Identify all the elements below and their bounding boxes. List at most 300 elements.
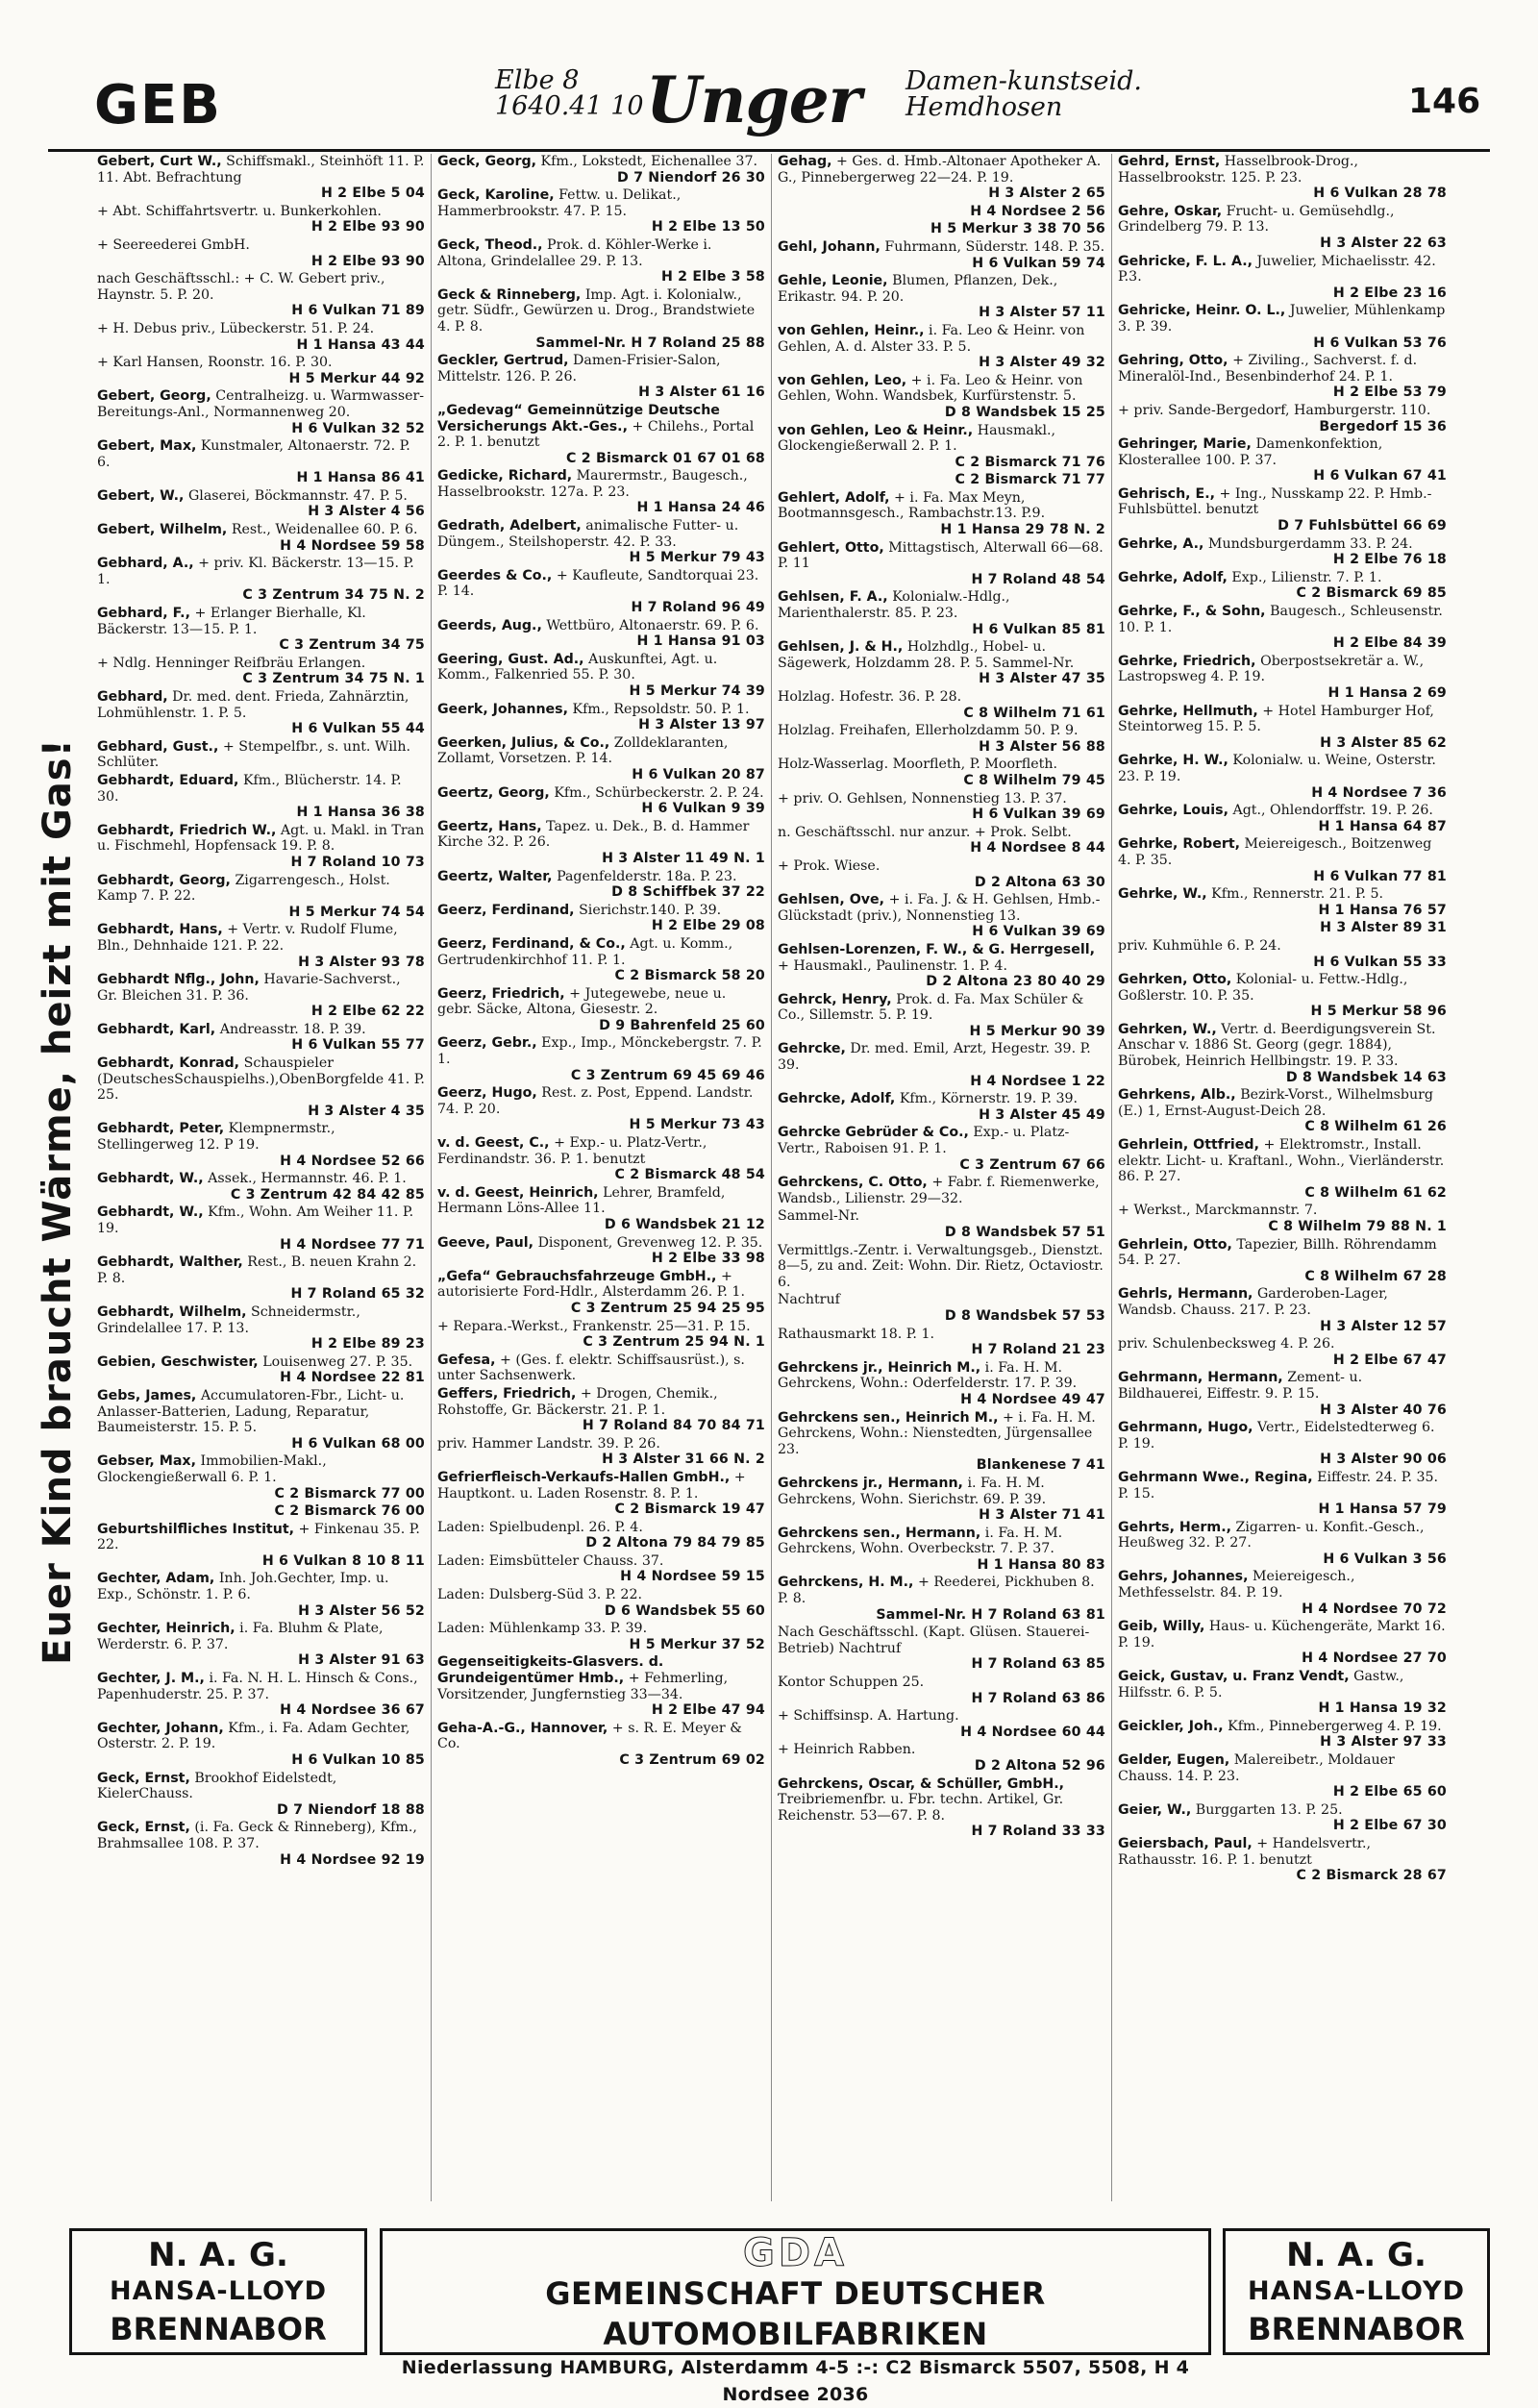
entry-name: Gebhardt, Walther,	[97, 1254, 243, 1271]
directory-entry	[97, 1503, 425, 1520]
footer-ad-left	[69, 2228, 367, 2355]
directory-entry	[97, 1121, 425, 1169]
entry-description: Assek., Hermannstr. 46. P. 1.	[208, 1171, 407, 1187]
directory-entry	[1118, 1802, 1447, 1834]
entry-phone: H 5 Merkur 3 38 70 56	[930, 221, 1105, 237]
entry-description: Vertr., Eidelstedterweg 6. P. 19.	[1118, 1420, 1435, 1452]
entry-description: Malereibetr., Moldauer Chauss. 14. P. 23.	[1118, 1752, 1395, 1784]
directory-entry	[97, 271, 425, 319]
entry-name: Gehricke, F. L. A.,	[1118, 253, 1253, 269]
entry-description: Exp.- u. Platz-Vertr., Raboisen 91. P. 1.	[778, 1125, 1070, 1157]
footer-ad-right	[1223, 2228, 1490, 2355]
entry-phone: H 3 Alster 93 78	[298, 954, 425, 970]
entry-name: Gehl, Johann,	[778, 238, 881, 255]
directory-entry	[778, 1776, 1105, 1840]
directory-entry	[437, 618, 765, 650]
directory-entry	[1118, 1619, 1447, 1667]
entry-name: Gehrckens jr., Heinrich M.,	[778, 1359, 981, 1376]
entry-name: Gebhardt, W.,	[97, 1171, 204, 1187]
directory-entry	[778, 1327, 1105, 1358]
directory-entry	[1118, 536, 1447, 568]
directory-entry	[97, 1354, 425, 1386]
entry-description: Laden: Mühlenkamp 33. P. 39.	[437, 1621, 648, 1637]
entry-name: Geckler, Gertrud,	[437, 353, 569, 369]
directory-entry	[97, 1304, 425, 1353]
entry-name: Geerz, Ferdinand, & Co.,	[437, 935, 626, 952]
entry-phone: H 2 Elbe 47 94	[651, 1702, 765, 1719]
entry-phone: H 3 Alster 2 65	[988, 186, 1105, 202]
directory-entry	[97, 488, 425, 520]
entry-description: Frucht- u. Gemüsehdlg., Grindelberg 79. P. 13.	[1118, 203, 1395, 236]
entry-name: Gehricke, Heinr. O. L.,	[1118, 303, 1286, 319]
entry-name: Gebhardt, Karl,	[97, 1021, 216, 1037]
entry-phone: H 1 Hansa 64 87	[1318, 818, 1447, 834]
entry-phone: H 7 Roland 63 86	[971, 1690, 1105, 1706]
directory-entry	[1118, 204, 1447, 252]
entry-phone: H 1 Hansa 29 78 N. 2	[940, 522, 1105, 538]
entry-description: + Werkst., Marckmannstr. 7.	[1118, 1203, 1318, 1219]
entry-description: Vermittlgs.-Zentr. i. Verwaltungsgeb., Dienstzt. 8—5, zu and. Zeit: Wohn. Dir. Rietz, Octaviostr. 6.	[778, 1242, 1104, 1290]
entry-name: Gehrke, W.,	[1118, 886, 1207, 903]
entry-name: Geerz, Gebr.,	[437, 1035, 537, 1052]
entry-description: Eiffestr. 24. P. 35. P. 15.	[1118, 1469, 1439, 1502]
directory-entry	[97, 388, 425, 436]
directory-entry	[778, 273, 1105, 321]
entry-description: Hasselbrook-Drog., Hasselbrookstr. 125. P. 23.	[1118, 154, 1358, 186]
directory-entry	[778, 1625, 1105, 1673]
entry-description: n. Geschäftsschl. nur anzur. + Prok. Selbt.	[778, 824, 1072, 840]
entry-phone: H 6 Vulkan 55 44	[291, 721, 425, 737]
entry-phone: H 1 Hansa 24 46	[636, 500, 765, 516]
entry-phone: H 7 Roland 33 33	[971, 1824, 1105, 1840]
entry-name: Gebert, Curt W.,	[97, 154, 222, 169]
entry-phone: H 6 Vulkan 9 39	[641, 801, 765, 817]
directory-entry	[437, 903, 765, 934]
entry-description: Mundsburgerdamm 33. P. 24.	[1207, 535, 1413, 552]
entry-name: Geertz, Georg,	[437, 784, 550, 801]
entry-description: Lehrer, Bramfeld, Hermann Löns-Allee 11.	[437, 1184, 726, 1217]
entry-phone: H 2 Elbe 33 98	[651, 1251, 765, 1267]
entry-name: Gebhardt, Peter,	[97, 1121, 225, 1137]
entry-description: Wettbüro, Altonaerstr. 69. P. 6.	[546, 617, 759, 633]
directory-entry	[97, 656, 425, 687]
entry-phone: C 2 Bismarck 71 77	[955, 472, 1105, 488]
entry-description: + Prok. Wiese.	[778, 857, 881, 874]
directory-entry	[1118, 920, 1447, 936]
directory-entry	[1118, 1203, 1447, 1234]
entry-description: + Fehmerling, Vorsitzender, Jungfernstieg 33—34.	[437, 1671, 729, 1702]
entry-description: + Repara.-Werkst., Frankenstr. 25—31. P. 15.	[437, 1318, 751, 1334]
directory-entry	[1118, 1286, 1447, 1334]
entry-phone: D 7 Niendorf 26 30	[616, 169, 765, 186]
entry-description: + Vertr. v. Rudolf Flume, Bln., Dehnhaide 121. P. 22.	[97, 922, 398, 954]
directory-entry	[1118, 486, 1447, 534]
entry-description: + Kaufleute, Sandtorquai 23. P. 14.	[437, 567, 759, 600]
entry-phone: D 2 Altona 79 84 79 85	[585, 1535, 765, 1552]
entry-phone: D 8 Wandsbek 15 25	[944, 404, 1105, 420]
entry-phone: H 3 Alster 31 66 N. 2	[602, 1452, 765, 1468]
directory-entry	[1118, 1237, 1447, 1285]
directory-entry	[1118, 753, 1447, 801]
footer-advertisement	[48, 2228, 1490, 2405]
entry-name: v. d. Geest, C.,	[437, 1135, 550, 1152]
entry-phone: C 8 Wilhelm 79 45	[963, 772, 1105, 788]
entry-description: + Jutegewebe, neue u. gebr. Säcke, Altona, Giesestr. 2.	[437, 985, 727, 1018]
entry-description: Dr. med. dent. Frieda, Zahnärztin, Lohmühlenstr. 1. P. 5.	[97, 689, 409, 721]
directory-entry	[97, 1388, 425, 1452]
directory-entry	[437, 1553, 765, 1585]
entry-phone: H 2 Elbe 93 90	[310, 219, 425, 236]
entry-description: i. Fa. Leo & Heinr. von Gehlen, A. d. Alster 33. P. 5.	[778, 322, 1085, 355]
entry-phone: H 3 Alster 4 56	[308, 504, 425, 520]
header-ad-brand: Unger	[646, 62, 861, 137]
entry-phone: H 6 Vulkan 68 00	[291, 1435, 425, 1452]
entry-name: Gehrts, Herm.,	[1118, 1519, 1231, 1535]
entry-description: Holzhdlg., Hobel- u. Sägewerk, Holzdamm 28. P. 5. Sammel-Nr.	[778, 639, 1075, 671]
directory-entry	[97, 1771, 425, 1819]
entry-phone: H 6 Vulkan 59 74	[972, 255, 1105, 271]
entry-description: + priv. Kl. Bäckerstr. 13—15. P. 1.	[97, 556, 414, 587]
entry-description: Meiereigesch., Boitzenweg 4. P. 35.	[1118, 836, 1432, 868]
entry-description: + Erlanger Bierhalle, Kl. Bäckerstr. 13—15. P. 1.	[97, 606, 366, 637]
entry-name: Gechter, Heinrich,	[97, 1621, 236, 1637]
entry-description: + Heinrich Rabben.	[778, 1742, 916, 1758]
entry-phone: D 7 Fuhlsbüttel 66 69	[1278, 518, 1447, 534]
entry-description: Damen-Frisier-Salon, Mittelstr. 126. P. 26.	[437, 353, 721, 385]
directory-entry	[778, 239, 1105, 271]
entry-phone: H 7 Roland 21 23	[971, 1342, 1105, 1358]
directory-entry	[97, 1820, 425, 1868]
entry-description: + H. Debus priv., Lübeckerstr. 51. P. 24.	[97, 320, 375, 336]
entry-phone: H 2 Elbe 62 22	[310, 1004, 425, 1020]
entry-phone: H 4 Nordsee 2 56	[970, 203, 1105, 219]
entry-description: Agt. u. Makl. in Tran u. Fischmehl, Hopfensack 19. P. 8.	[97, 822, 425, 855]
entry-description: Rest., Weidenallee 60. P. 6.	[231, 522, 418, 538]
entry-phone: H 5 Merkur 74 54	[288, 904, 425, 920]
directory-entry	[437, 1470, 765, 1518]
entry-phone: H 6 Vulkan 67 41	[1313, 468, 1447, 484]
header-ad-left-text: Elbe 8 1640.41 10	[495, 65, 644, 121]
directory-entry	[97, 922, 425, 970]
directory-entry	[1118, 604, 1447, 652]
entry-name: Geerk, Johannes,	[437, 701, 569, 717]
entry-description: + Seereederei GmbH.	[97, 236, 250, 253]
entry-description: Zigarrengesch., Holst. Kamp 7. P. 22.	[97, 872, 390, 905]
entry-name: Gebhardt Nflg., John,	[97, 972, 260, 988]
entry-name: Gehrke, Friedrich,	[1118, 653, 1256, 669]
entry-phone: C 2 Bismarck 58 20	[614, 968, 765, 984]
directory-entry	[778, 472, 1105, 488]
entry-phone: C 8 Wilhelm 71 61	[963, 705, 1105, 721]
entry-phone: H 4 Nordsee 49 47	[960, 1391, 1105, 1407]
entry-description: Imp. Agt. i. Kolonialw., getr. Südfr., Gewürzen u. Drog., Brandstwiete 4. P. 8.	[437, 286, 756, 335]
directory-entry	[437, 1386, 765, 1434]
entry-description: Kfm., Blücherstr. 14. P. 30.	[97, 772, 402, 805]
directory-entry	[437, 785, 765, 817]
directory-entry	[1118, 1569, 1447, 1617]
entry-phone: D 2 Altona 52 96	[974, 1758, 1105, 1774]
directory-entry	[437, 1185, 765, 1233]
entry-name: Gehrmann Wwe., Regina,	[1118, 1469, 1313, 1485]
directory-entry	[1118, 1520, 1447, 1568]
entry-phone: H 3 Alster 91 63	[298, 1652, 425, 1669]
entry-description: + s. R. E. Meyer & Co.	[437, 1720, 742, 1752]
entry-description: Haus- u. Küchengeräte, Markt 16. P. 19.	[1118, 1619, 1446, 1651]
directory-entry	[778, 689, 1105, 721]
entry-name: von Gehlen, Heinr.,	[778, 322, 925, 338]
entry-phone: H 2 Elbe 76 18	[1332, 552, 1447, 568]
entry-description: Kfm., Rennerstr. 21. P. 5.	[1211, 886, 1384, 903]
entry-phone: H 4 Nordsee 60 44	[960, 1724, 1105, 1740]
entry-description: + Ing., Nusskamp 22. P. Hmb.-Fuhlsbüttel. benutzt	[1118, 485, 1432, 518]
entry-phone: C 2 Bismarck 71 76	[955, 454, 1105, 470]
entry-description: Blumen, Pflanzen, Dek., Erikastr. 94. P. 20.	[778, 273, 1058, 305]
directory-entry	[437, 936, 765, 984]
directory-entry	[97, 1671, 425, 1719]
entry-phone: D 8 Wandsbek 57 51	[944, 1225, 1105, 1240]
entry-name: Gechter, J. M.,	[97, 1671, 205, 1687]
entry-phone: C 2 Bismarck 69 85	[1296, 585, 1447, 602]
entry-name: Geerz, Friedrich,	[437, 985, 565, 1002]
entry-description: Kfm., Repsoldstr. 50. P. 1.	[572, 701, 750, 717]
entry-description: + autorisierte Ford-Hdlr., Alsterdamm 26. P. 1.	[437, 1268, 745, 1301]
entry-description: Fettw. u. Delikat., Hammerbrookstr. 47. P. 15.	[437, 187, 682, 219]
entry-description: Kfm., Lokstedt, Eichenallee 37.	[540, 154, 757, 169]
entry-description: Exp., Lilienstr. 7. P. 1.	[1231, 569, 1382, 585]
entry-phone: H 6 Vulkan 28 78	[1313, 186, 1447, 202]
entry-description: + Fabr. f. Riemenwerke, Wandsb., Lilienstr. 29—32.	[778, 1175, 1100, 1206]
entry-name: Gehlsen, F. A.,	[778, 589, 888, 606]
entry-phone: H 6 Vulkan 20 87	[632, 766, 765, 782]
directory-entry	[778, 1243, 1105, 1291]
entry-name: Geib, Willy,	[1118, 1619, 1205, 1635]
header-ad-left	[495, 67, 644, 119]
gda-logo: GDA	[743, 2231, 848, 2275]
entry-phone: H 3 Alster 71 41	[979, 1507, 1105, 1524]
entry-phone: C 3 Zentrum 67 66	[959, 1156, 1105, 1173]
entry-description: + Drogen, Chemik., Rohstoffe, Gr. Bäckerstr. 21. P. 1.	[437, 1385, 718, 1418]
directory-entry	[97, 204, 425, 236]
entry-name: Gechter, Johann,	[97, 1720, 224, 1736]
directory-entry	[1118, 1470, 1447, 1518]
directory-entry	[97, 556, 425, 604]
directory-entry	[778, 1175, 1105, 1206]
entry-description: Burggarten 13. P. 25.	[1195, 1801, 1343, 1818]
entry-description: Garderoben-Lager, Wandsb. Chauss. 217. P. 23.	[1118, 1286, 1388, 1318]
entry-name: Geerken, Julius, & Co.,	[437, 734, 610, 751]
entry-phone: C 3 Zentrum 69 45 69 46	[570, 1067, 765, 1083]
entry-description: + Handelsvertr., Rathausstr. 16. P. 1. benutzt	[1118, 1835, 1372, 1868]
entry-name: Gehrcke Gebrüder & Co.,	[778, 1125, 969, 1141]
entry-phone: H 7 Roland 65 32	[290, 1286, 425, 1303]
directory-entry	[778, 1125, 1105, 1173]
entry-phone: H 3 Alster 49 32	[979, 355, 1105, 371]
entry-description: Hausmakl., Glockengießerwall 2. P. 1.	[778, 422, 1056, 455]
directory-entry	[1118, 154, 1447, 202]
entry-phone: C 2 Bismarck 76 00	[274, 1503, 425, 1520]
entry-phone: H 4 Nordsee 8 44	[970, 840, 1105, 856]
entry-name: Gefrierfleisch-Verkaufs-Hallen GmbH.,	[437, 1469, 731, 1485]
entry-description: Centralheizg. u. Warmwasser-Bereitungs-Anl., Normannenweg 20.	[97, 388, 425, 420]
directory-entry	[437, 1654, 765, 1718]
entry-name: Gehlsen, J. & H.,	[778, 639, 904, 656]
entry-phone: H 1 Hansa 76 57	[1318, 902, 1447, 918]
directory-entry	[778, 154, 1105, 202]
entry-phone: C 8 Wilhelm 61 26	[1304, 1119, 1447, 1135]
entry-phone: D 8 Wandsbek 57 53	[944, 1307, 1105, 1324]
entry-name: Geertz, Hans,	[437, 818, 542, 834]
directory-entry	[437, 1621, 765, 1652]
directory-entry	[437, 287, 765, 351]
footer-center-title: GEMEINSCHAFT DEUTSCHER AUTOMOBILFABRIKEN	[545, 2275, 1046, 2352]
directory-entry	[778, 791, 1105, 823]
entry-description: Kfm., Wohn. Am Weiher 11. P. 19.	[97, 1204, 414, 1236]
entry-phone: D 7 Niendorf 18 88	[276, 1801, 425, 1818]
entry-name: Gehrken, Otto,	[1118, 972, 1232, 988]
entry-phone: C 3 Zentrum 34 75	[279, 637, 425, 654]
entry-phone: H 3 Alster 40 76	[1320, 1402, 1447, 1418]
entry-phone: H 6 Vulkan 55 33	[1313, 954, 1447, 970]
entry-name: Gehrckens, C. Otto,	[778, 1175, 928, 1191]
directory-entry	[97, 522, 425, 554]
entry-description: + Schiffsinsp. A. Hartung.	[778, 1708, 959, 1725]
entry-description: Tapez. u. Dek., B. d. Hammer Kirche 32. P. 26.	[437, 818, 750, 851]
directory-column	[772, 154, 1112, 2201]
entry-phone: H 6 Vulkan 39 69	[972, 924, 1105, 940]
entry-description: + i. Fa. J. & H. Gehlsen, Hmb.-Glückstadt (priv.), Nonnenstieg 13.	[778, 892, 1101, 924]
entry-name: Geffers, Friedrich,	[437, 1385, 577, 1402]
directory-entry	[97, 237, 425, 269]
directory-entry	[437, 568, 765, 616]
entry-phone: H 4 Nordsee 1 22	[970, 1073, 1105, 1089]
entry-description: + priv. Sande-Bergedorf, Hamburgerstr. 110.	[1118, 402, 1431, 418]
directory-entry	[778, 221, 1105, 237]
entry-phone: D 8 Wandsbek 14 63	[1285, 1069, 1447, 1085]
entry-name: Geertz, Walter,	[437, 868, 553, 884]
entry-description: Kfm., i. Fa. Adam Gechter, Osterstr. 2. P. 19.	[97, 1720, 410, 1752]
directory-entry	[1118, 886, 1447, 918]
entry-phone: H 3 Alster 97 33	[1320, 1734, 1447, 1750]
entry-phone: Sammel-Nr. H 7 Roland 63 81	[876, 1606, 1105, 1623]
entry-description: Pagenfelderstr. 18a. P. 23.	[557, 868, 737, 884]
footer-right-line3: BRENNABOR	[1248, 2311, 1465, 2347]
entry-description: Vertr. d. Beerdigungsverein St. Anschar v. 1886 St. Georg (gegr. 1884), Bürobek, Heinrich Hellbingstr. 19. P. 33.	[1118, 1021, 1436, 1070]
entry-phone: H 5 Merkur 37 52	[629, 1636, 765, 1652]
entry-phone: H 6 Vulkan 77 81	[1313, 868, 1447, 884]
entry-phone: H 1 Hansa 57 79	[1318, 1502, 1447, 1518]
directory-entry	[437, 1235, 765, 1267]
entry-name: von Gehlen, Leo,	[778, 372, 907, 388]
entry-phone: H 5 Merkur 74 39	[629, 683, 765, 699]
entry-phone: H 7 Roland 48 54	[971, 571, 1105, 587]
entry-description: + Chilehs., Portal 2. P. 1. benutzt	[437, 418, 755, 451]
entry-phone: H 3 Alster 61 16	[638, 385, 765, 401]
directory-entry	[778, 1476, 1105, 1524]
entry-description: Exp., Imp., Mönckebergstr. 7. P. 1.	[437, 1035, 762, 1068]
directory-entry	[1118, 303, 1447, 351]
directory-entry	[1118, 836, 1447, 884]
entry-description: Klempnermstr., Stellingerweg 12. P 19.	[97, 1121, 335, 1154]
footer-right-line1: N. A. G.	[1286, 2236, 1426, 2274]
entry-phone: H 2 Elbe 5 04	[320, 186, 425, 202]
entry-name: Gehrisch, E.,	[1118, 485, 1215, 502]
directory-entry	[437, 353, 765, 401]
entry-description: nach Geschäftsschl.: + C. W. Gebert priv., Haynstr. 5. P. 20.	[97, 271, 385, 303]
directory-entry	[437, 1520, 765, 1552]
directory-entry	[437, 187, 765, 236]
entry-description: Zolldeklaranten, Zollamt, Vorsetzen. P. 14.	[437, 734, 729, 767]
entry-phone: C 3 Zentrum 25 94 25 95	[570, 1300, 765, 1316]
directory-entry	[437, 1035, 765, 1083]
entry-phone: H 4 Nordsee 77 71	[280, 1236, 425, 1253]
directory-entry	[1118, 1669, 1447, 1717]
entry-name: Gebert, Wilhelm,	[97, 522, 228, 538]
entry-description: Zement- u. Bildhauerei, Eiffestr. 9. P. 15.	[1118, 1370, 1363, 1402]
entry-name: Gebert, Max,	[97, 438, 197, 455]
entry-phone: C 8 Wilhelm 67 28	[1304, 1268, 1447, 1284]
entry-name: Geerz, Ferdinand,	[437, 902, 575, 918]
directory-entry	[778, 1708, 1105, 1740]
directory-entry	[1118, 1022, 1447, 1085]
entry-description: Prok. d. Köhler-Werke i. Altona, Grindelallee 29. P. 13.	[437, 236, 712, 269]
entry-name: Gegenseitigkeits-Glasvers. d. Grundeigentümer Hmb.,	[437, 1654, 664, 1687]
entry-name: Geick, Gustav, u. Franz Vendt,	[1118, 1669, 1350, 1685]
directory-entry	[437, 869, 765, 901]
entry-name: v. d. Geest, Heinrich,	[437, 1184, 599, 1201]
entry-phone: H 2 Elbe 89 23	[310, 1336, 425, 1353]
entry-phone: H 4 Nordsee 59 15	[620, 1569, 765, 1585]
entry-phone: H 7 Roland 84 70 84 71	[582, 1418, 765, 1434]
entry-description: + Ziviling., Sachverst. f. d. Mineralöl-Ind., Besenbinderhof 24. P. 1.	[1118, 353, 1418, 385]
directory-entry	[778, 858, 1105, 890]
entry-phone: H 5 Merkur 44 92	[288, 370, 425, 386]
directory-entry	[778, 373, 1105, 421]
directory-entry	[1118, 570, 1447, 602]
entry-description: Meiereigesch., Methfesselstr. 84. P. 19.	[1118, 1569, 1355, 1601]
side-ad-text: Euer Kind braucht Wärme, heizt mit Gas!	[36, 738, 80, 1665]
directory-entry	[1118, 1137, 1447, 1201]
entry-phone: H 1 Hansa 91 03	[636, 633, 765, 650]
entry-name: Gehag,	[778, 154, 832, 169]
directory-entry	[97, 1254, 425, 1303]
directory-entry	[778, 992, 1105, 1040]
entry-description: Mittagstisch, Alterwall 66—68. P. 11	[778, 539, 1104, 572]
entry-name: Gehlert, Otto,	[778, 539, 884, 556]
directory-entry	[778, 323, 1105, 371]
directory-entry	[437, 1353, 765, 1384]
entry-phone: H 3 Alster 4 35	[308, 1103, 425, 1119]
section-heading: GEB	[94, 74, 222, 137]
entry-phone: C 3 Zentrum 69 02	[619, 1752, 765, 1768]
entry-description: Nachtruf	[778, 1292, 840, 1308]
entry-description: Accumulatoren-Fbr., Licht- u. Anlasser-Batterien, Ladung, Reparatur, Baumeisterstr. 15. P. 5.	[97, 1387, 405, 1436]
entry-phone: H 4 Nordsee 36 67	[280, 1702, 425, 1719]
entry-name: Gehringer, Marie,	[1118, 436, 1252, 453]
entry-description: + Hauptkont. u. Laden Rosenstr. 8. P. 1.	[437, 1469, 746, 1502]
entry-phone: C 3 Zentrum 34 75 N. 2	[242, 587, 425, 604]
directory-entry	[97, 1522, 425, 1570]
entry-description: i. Fa. H. M. Gehrckens, Wohn.: Oderfelderstr. 17. P. 39.	[778, 1359, 1078, 1392]
entry-phone: H 7 Roland 96 49	[631, 600, 765, 616]
entry-phone: H 3 Alster 85 62	[1320, 734, 1447, 751]
entry-name: Gehrke, Robert,	[1118, 836, 1240, 853]
entry-name: Gebhardt, Eduard,	[97, 772, 239, 788]
entry-description: + Reederei, Pickhuben 8. P. 8.	[778, 1575, 1095, 1607]
entry-name: Gehrckens sen., Hermann,	[778, 1525, 981, 1541]
directory-entry	[97, 1171, 425, 1203]
entry-name: Geck, Karoline,	[437, 187, 555, 204]
directory-column	[91, 154, 432, 2201]
